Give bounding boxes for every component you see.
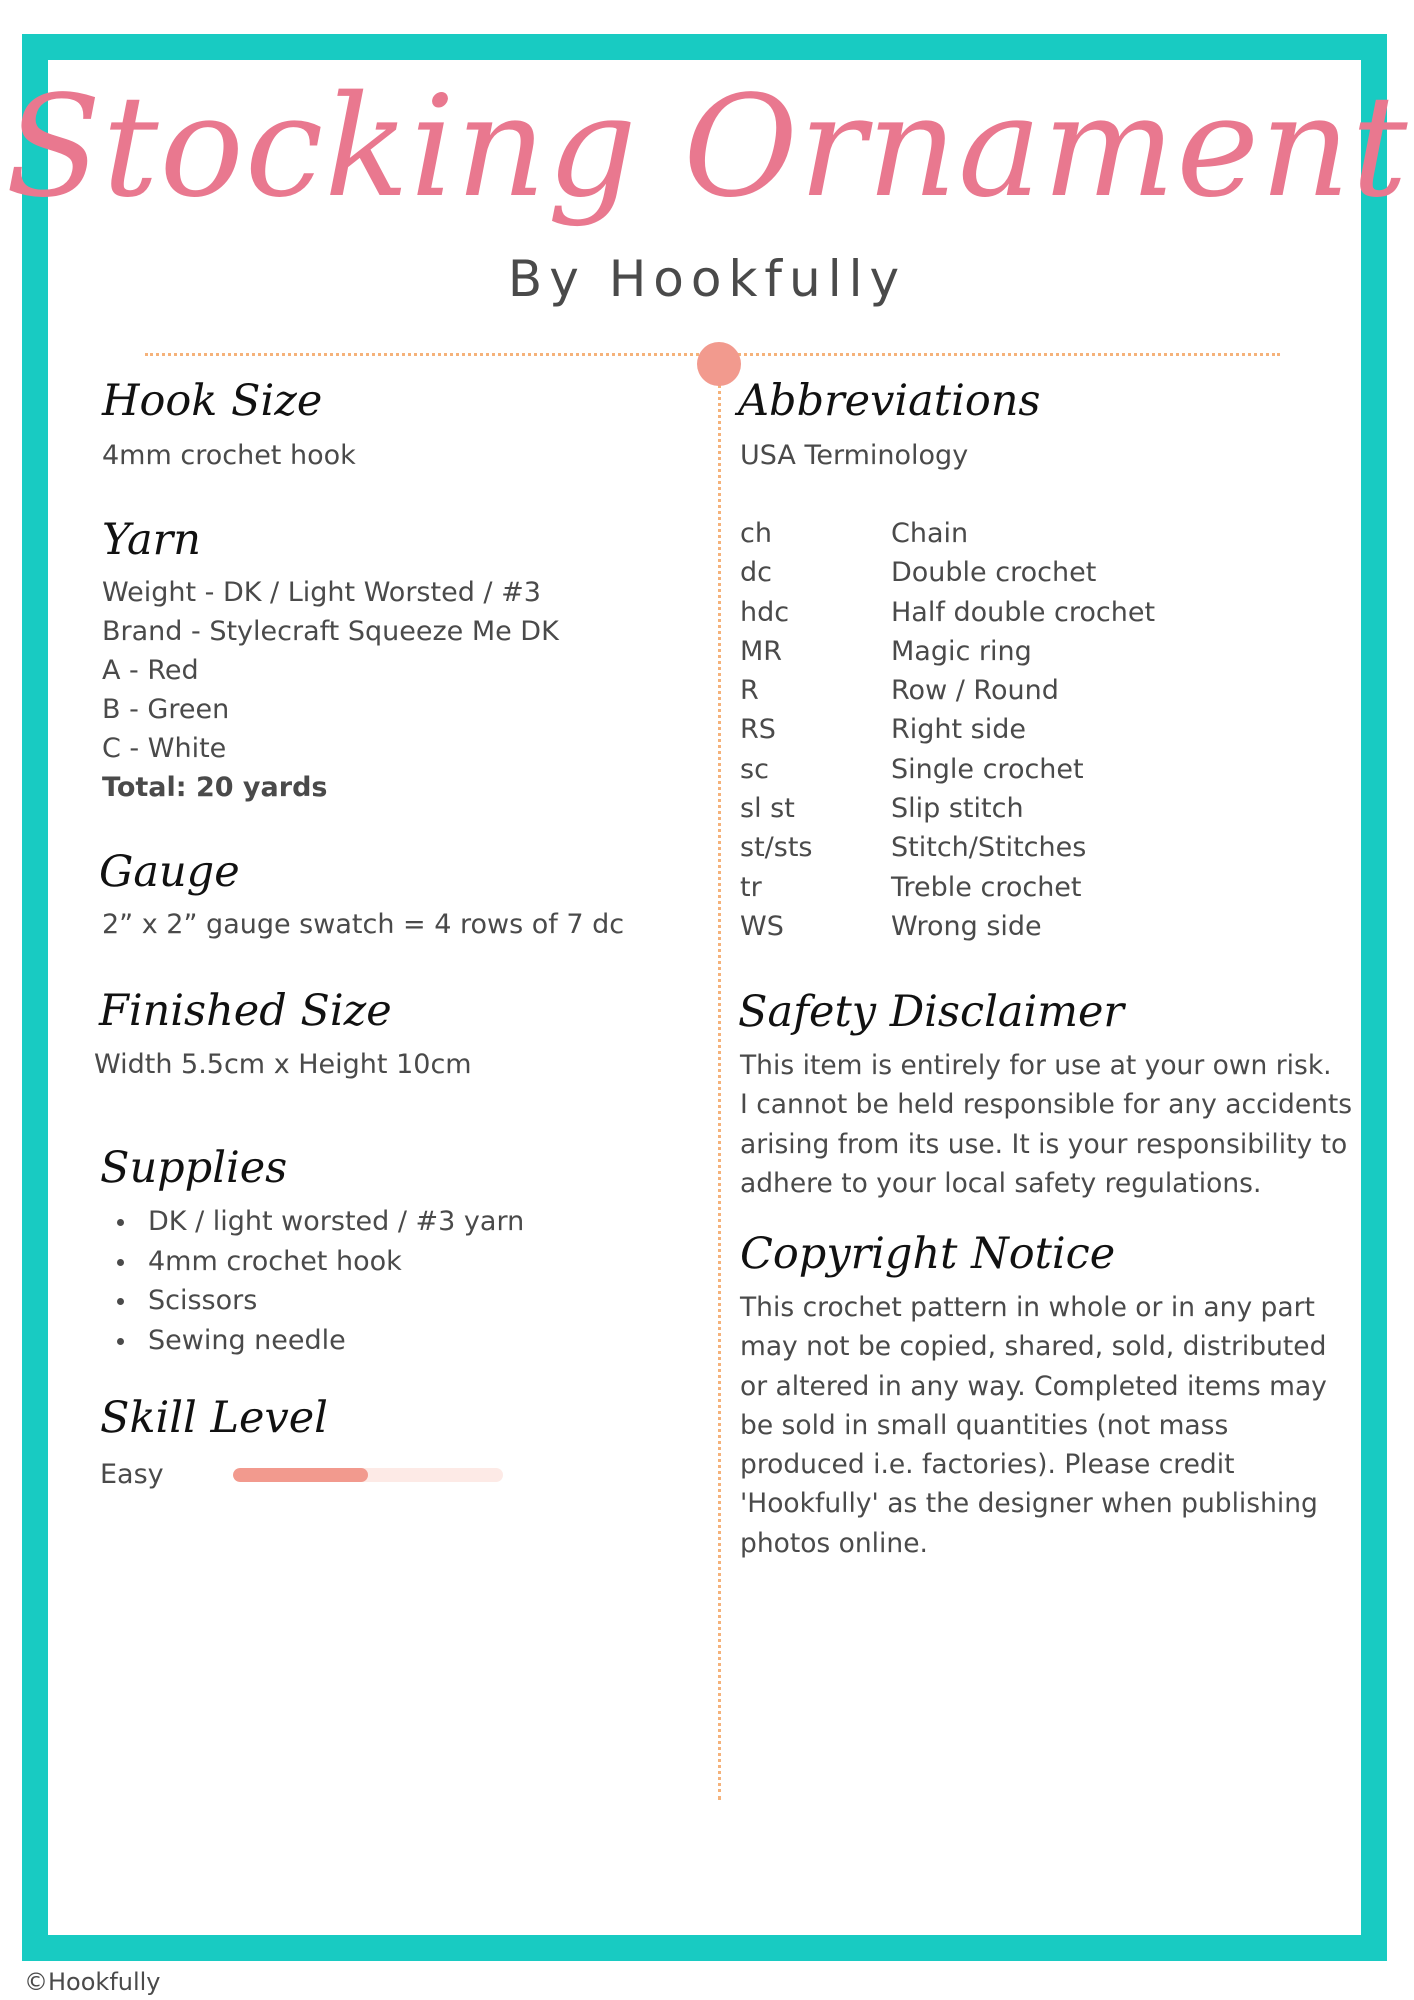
yarn-line: B - Green [102, 694, 230, 725]
page-title: Stocking Ornament [5, 66, 1409, 229]
gauge-text: 2” x 2” gauge swatch = 4 rows of 7 dc [102, 909, 625, 940]
yarn-total: Total: 20 yards [102, 772, 328, 803]
skill-level-fill [233, 1468, 368, 1482]
yarn-line: C - White [102, 733, 227, 764]
text-line: This crochet pattern in whole or in any part [740, 1292, 1315, 1323]
finished-size-heading: Finished Size [99, 986, 392, 1036]
abbreviation-meaning: Double crochet [891, 557, 1097, 589]
abbreviation-meaning: Stitch/Stitches [891, 832, 1087, 864]
text-line: This item is entirely for use at your own risk. [740, 1050, 1332, 1081]
abbreviation-term: RS [740, 714, 776, 746]
abbreviation-term: hdc [740, 596, 790, 628]
abbreviation-term: dc [740, 557, 772, 589]
gauge-heading: Gauge [99, 847, 240, 897]
yarn-line: Brand - Stylecraft Squeeze Me DK [102, 616, 559, 647]
abbreviation-term: sl st [740, 793, 795, 825]
abbreviation-term: sc [740, 753, 769, 785]
list-item: 4mm crochet hook [100, 1242, 524, 1282]
abbreviation-term: MR [740, 635, 783, 667]
copyright-footer: ©Hookfully [24, 1968, 161, 1996]
hook-size-text: 4mm crochet hook [102, 440, 356, 471]
list-item: DK / light worsted / #3 yarn [100, 1202, 524, 1242]
skill-level-heading: Skill Level [100, 1393, 328, 1443]
abbreviation-meaning: Wrong side [891, 910, 1042, 942]
supplies-list [100, 1202, 524, 1360]
vertical-divider [718, 366, 721, 1800]
skill-level-label: Easy [100, 1459, 164, 1490]
supplies-heading: Supplies [100, 1143, 288, 1193]
text-line: be sold in small quantities (not mass [740, 1409, 1229, 1441]
finished-size-text: Width 5.5cm x Height 10cm [94, 1049, 472, 1080]
terminology-text: USA Terminology [740, 440, 969, 471]
abbreviation-meaning: Half double crochet [891, 596, 1156, 628]
list-item: Scissors [100, 1281, 524, 1321]
divider-node-dot [697, 342, 741, 386]
text-line: produced i.e. factories). Please credit [740, 1449, 1235, 1481]
copyright-text [740, 1288, 1390, 1563]
abbreviations-heading: Abbreviations [738, 376, 1041, 426]
abbreviation-meaning: Row / Round [891, 675, 1059, 707]
safety-disclaimer-heading: Safety Disclaimer [738, 987, 1124, 1037]
text-line: may not be copied, shared, sold, distributed [740, 1331, 1327, 1363]
yarn-line: A - Red [102, 655, 199, 686]
hook-size-heading: Hook Size [102, 376, 323, 426]
abbreviation-term: WS [740, 910, 784, 942]
abbreviation-meaning: Single crochet [891, 753, 1084, 785]
text-line: I cannot be held responsible for any accidents [740, 1089, 1353, 1121]
abbreviation-meaning: Treble crochet [891, 871, 1082, 903]
abbreviation-term: R [740, 675, 759, 707]
text-line: 'Hookfully' as the designer when publishing [740, 1488, 1318, 1520]
abbreviation-meaning: Right side [891, 714, 1026, 746]
abbreviation-term: st/sts [740, 832, 813, 864]
text-line: photos online. [740, 1527, 928, 1559]
page-subtitle: By Hookfully [507, 250, 907, 308]
abbreviation-term: tr [740, 871, 762, 903]
abbreviation-term: ch [740, 518, 772, 549]
abbreviation-meaning: Slip stitch [891, 793, 1024, 825]
yarn-line: Weight - DK / Light Worsted / #3 [102, 577, 541, 608]
text-line: or altered in any way. Completed items may [740, 1370, 1327, 1402]
abbreviation-meaning: Magic ring [891, 635, 1032, 667]
list-item: Sewing needle [100, 1321, 524, 1361]
skill-level-bar [233, 1468, 503, 1482]
copyright-heading: Copyright Notice [740, 1229, 1116, 1279]
abbreviation-meaning: Chain [891, 518, 969, 549]
text-line: arising from its use. It is your responsibility to [740, 1128, 1348, 1160]
yarn-heading: Yarn [102, 515, 201, 565]
text-line: adhere to your local safety regulations. [740, 1167, 1262, 1199]
safety-disclaimer-text [740, 1046, 1390, 1203]
